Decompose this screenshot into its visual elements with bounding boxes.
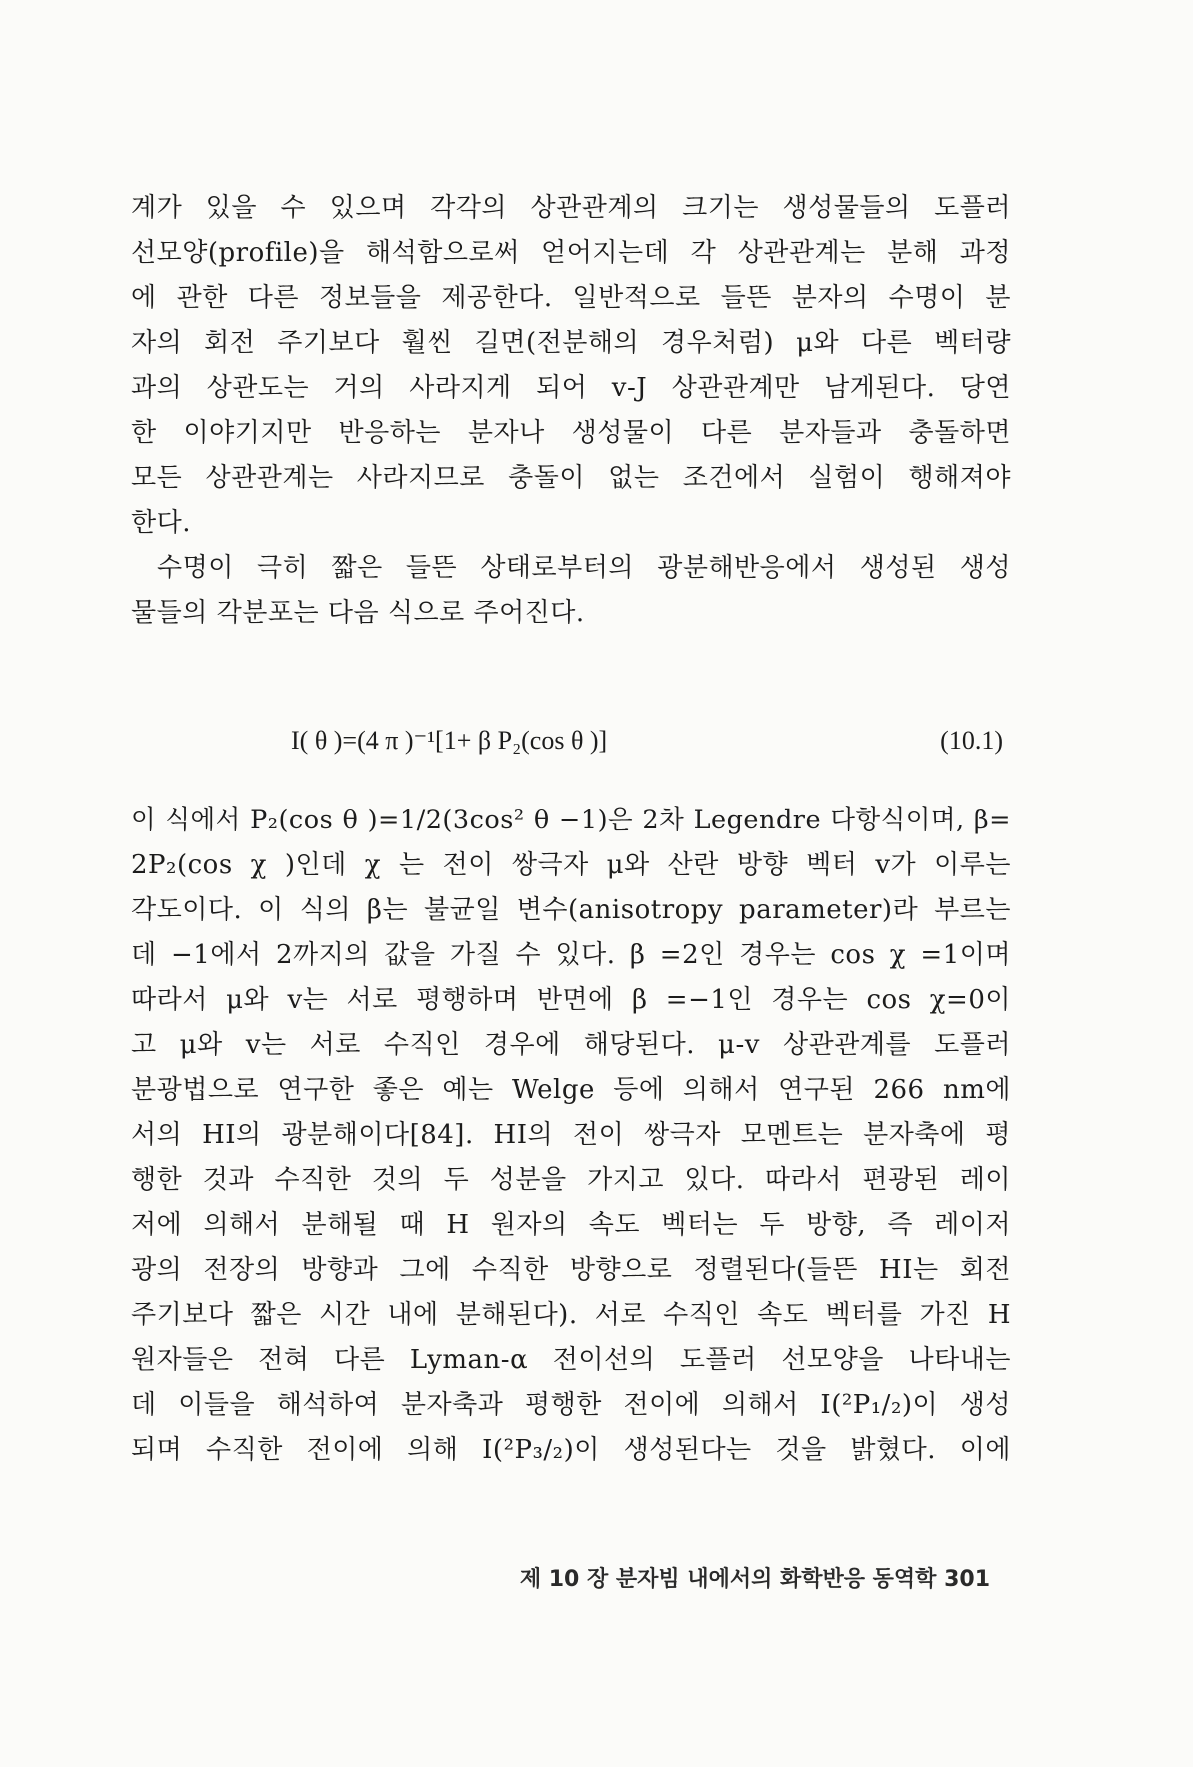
text-line: 따라서 μ와 v는 서로 평행하며 반면에 β =−1인 경우는 cos χ=0이 <box>131 985 1011 1015</box>
text-line: 모든 상관관계는 사라지므로 충돌이 없는 조건에서 실험이 행해져야 <box>131 463 1011 493</box>
text-line: 원자들은 전혀 다른 Lyman-α 전이선의 도플러 선모양을 나타내는 <box>131 1345 1011 1375</box>
text-line: 고 μ와 v는 서로 수직인 경우에 해당된다. μ-v 상관관계를 도플러 <box>131 1030 1011 1060</box>
text-line: 서의 HI의 광분해이다[84]. HI의 전이 쌍극자 모멘트는 분자축에 평 <box>131 1120 1011 1150</box>
text-line: 한 이야기지만 반응하는 분자나 생성물이 다른 분자들과 충돌하면 <box>131 418 1011 448</box>
equation-10-1 <box>131 718 1011 763</box>
text-line: 계가 있을 수 있으며 각각의 상관관계의 크기는 생성물들의 도플러 <box>131 193 1011 223</box>
text-line: 주기보다 짧은 시간 내에 분해된다). 서로 수직인 속도 벡터를 가진 H <box>131 1300 1011 1330</box>
text-line: 되며 수직한 전이에 의해 I(²P₃/₂)이 생성된다는 것을 밝혔다. 이에 <box>131 1435 1011 1465</box>
running-footer: 제 10 장 분자빔 내에서의 화학반응 동역학 301 <box>519 1567 990 1592</box>
text-line: 선모양(profile)을 해석함으로써 얻어지는데 각 상관관계는 분해 과정 <box>131 238 1011 268</box>
equation-number: (10.1) <box>940 726 1003 755</box>
text-line: 한다. <box>131 508 191 538</box>
text-line: 행한 것과 수직한 것의 두 성분을 가지고 있다. 따라서 편광된 레이 <box>131 1165 1011 1195</box>
text-line: 물들의 각분포는 다음 식으로 주어진다. <box>131 598 585 628</box>
text-line: 저에 의해서 분해될 때 H 원자의 속도 벡터는 두 방향, 즉 레이저 <box>131 1210 1011 1240</box>
paragraph-1 <box>131 186 1011 546</box>
paragraph-3 <box>131 798 1011 1473</box>
text-line: 2P₂(cos χ )인데 χ 는 전이 쌍극자 μ와 산란 방향 벡터 v가 이루는 <box>131 850 1011 880</box>
text-line: 이 식에서 P₂(cos θ )=1/2(3cos² θ −1)은 2차 Legendre 다항식이며, β= <box>131 805 1011 835</box>
text-line: 에 관한 다른 정보들을 제공한다. 일반적으로 들뜬 분자의 수명이 분 <box>131 283 1011 313</box>
text-line: 과의 상관도는 거의 사라지게 되어 v-J 상관관계만 남게된다. 당연 <box>131 373 1011 403</box>
equation-formula: I( θ )=(4 π )⁻¹[1+ β P₂(cos θ )] <box>291 726 608 755</box>
text-line: 데 이들을 해석하여 분자축과 평행한 전이에 의해서 I(²P₁/₂)이 생성 <box>131 1390 1011 1420</box>
text-line: 분광법으로 연구한 좋은 예는 Welge 등에 의해서 연구된 266 nm에 <box>131 1075 1011 1105</box>
text-line: 광의 전장의 방향과 그에 수직한 방향으로 정렬된다(들뜬 HI는 회전 <box>131 1255 1011 1285</box>
text-line: 각도이다. 이 식의 β는 불균일 변수(anisotropy parameter)라 부르는 <box>131 895 1011 925</box>
text-line: 데 −1에서 2까지의 값을 가질 수 있다. β =2인 경우는 cos χ =1이며 <box>131 940 1011 970</box>
text-line: 수명이 극히 짧은 들뜬 상태로부터의 광분해반응에서 생성된 생성 <box>157 553 1011 583</box>
paragraph-2 <box>131 546 1011 636</box>
text-line: 자의 회전 주기보다 훨씬 길면(전분해의 경우처럼) μ와 다른 벡터량 <box>131 328 1011 358</box>
